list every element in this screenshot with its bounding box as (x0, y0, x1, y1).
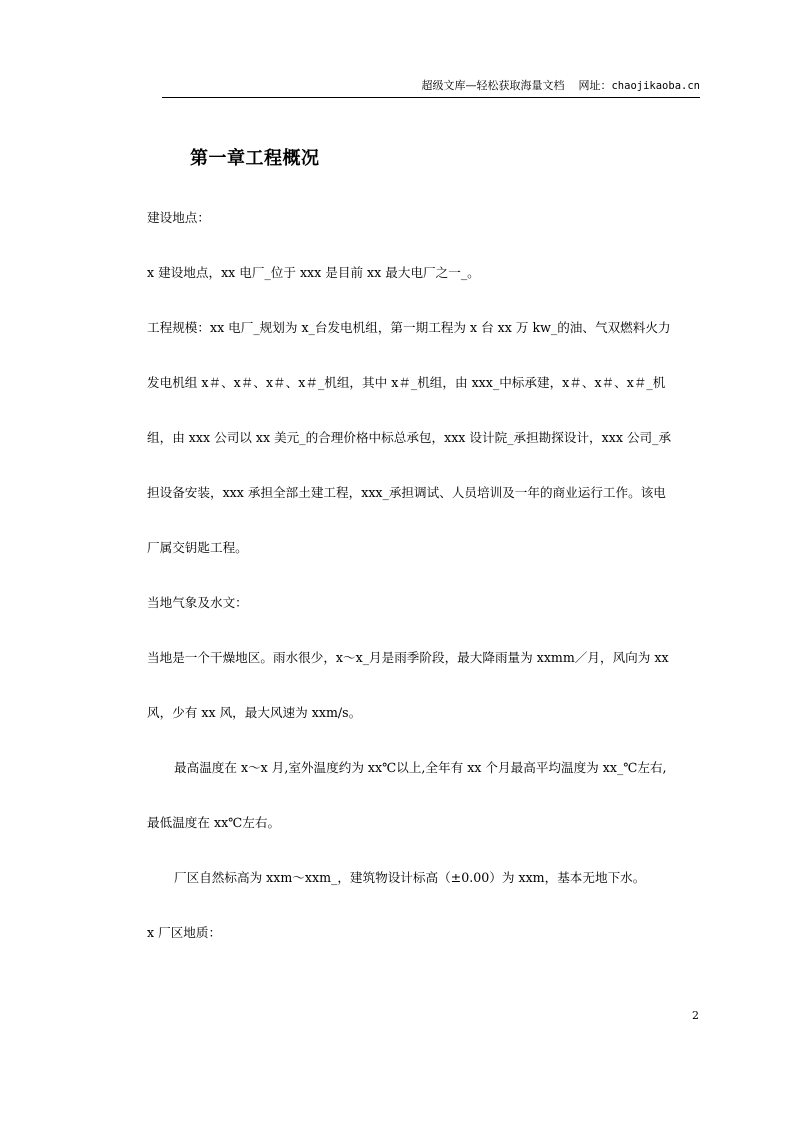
body-text-line: 工程规模：xx 电厂_规划为 x_台发电机组，第一期工程为 x 台 xx 万 kw_的油、气双燃料火力 (147, 320, 671, 335)
header-text (421, 79, 700, 93)
body-text-line: 当地气象及水文： (147, 595, 248, 610)
body-text-line: 最高温度在 x～x 月,室外温度约为 xx℃以上,全年有 xx 个月最高平均温度为 xx_℃左右, (174, 760, 667, 775)
body-text-line: 风，少有 xx 风，最大风速为 xxm/s。 (147, 705, 362, 720)
body-text-line: 当地是一个干燥地区。雨水很少，x～x_月是雨季阶段，最大降雨量为 xxmm／月，风向为 xx (147, 650, 669, 665)
body-text-line: 担设备安装，xxx 承担全部土建工程，xxx_承担调试、人员培训及一年的商业运行工作。该电 (147, 485, 666, 500)
body-text-line: x 建设地点，xx 电厂_位于 xxx 是目前 xx 最大电厂之一_。 (147, 265, 480, 280)
body-text-line: 发电机组 x＃、x＃、x＃、x＃_机组，其中 x＃_机组，由 xxx_中标承建，x＃、x＃、x＃_机 (147, 375, 666, 390)
page-header (162, 79, 700, 98)
chapter-title: 第一章工程概况 (190, 148, 320, 169)
body-text-line: 最低温度在 xx℃左右。 (147, 815, 281, 830)
body-text-line: 组，由 xxx 公司以 xx 美元_的合理价格中标总承包，xxx 设计院_承担勘探设计，xxx 公司_承 (147, 430, 672, 445)
header-url-label: 网址： (578, 79, 612, 92)
body-text-line: x 厂区地质： (147, 925, 222, 940)
body-text-line: 厂区自然标高为 xxm～xxm_，建筑物设计标高（±0.00）为 xxm，基本无地下水。 (174, 870, 646, 885)
page-number: 2 (692, 1009, 699, 1022)
header-url-link[interactable]: chaojikaoba.cn (611, 80, 700, 92)
body-text-line: 厂属交钥匙工程。 (147, 540, 248, 555)
body-text-line: 建设地点： (147, 210, 210, 225)
header-site-name: 超级文库—轻松获取海量文档 (421, 79, 565, 92)
